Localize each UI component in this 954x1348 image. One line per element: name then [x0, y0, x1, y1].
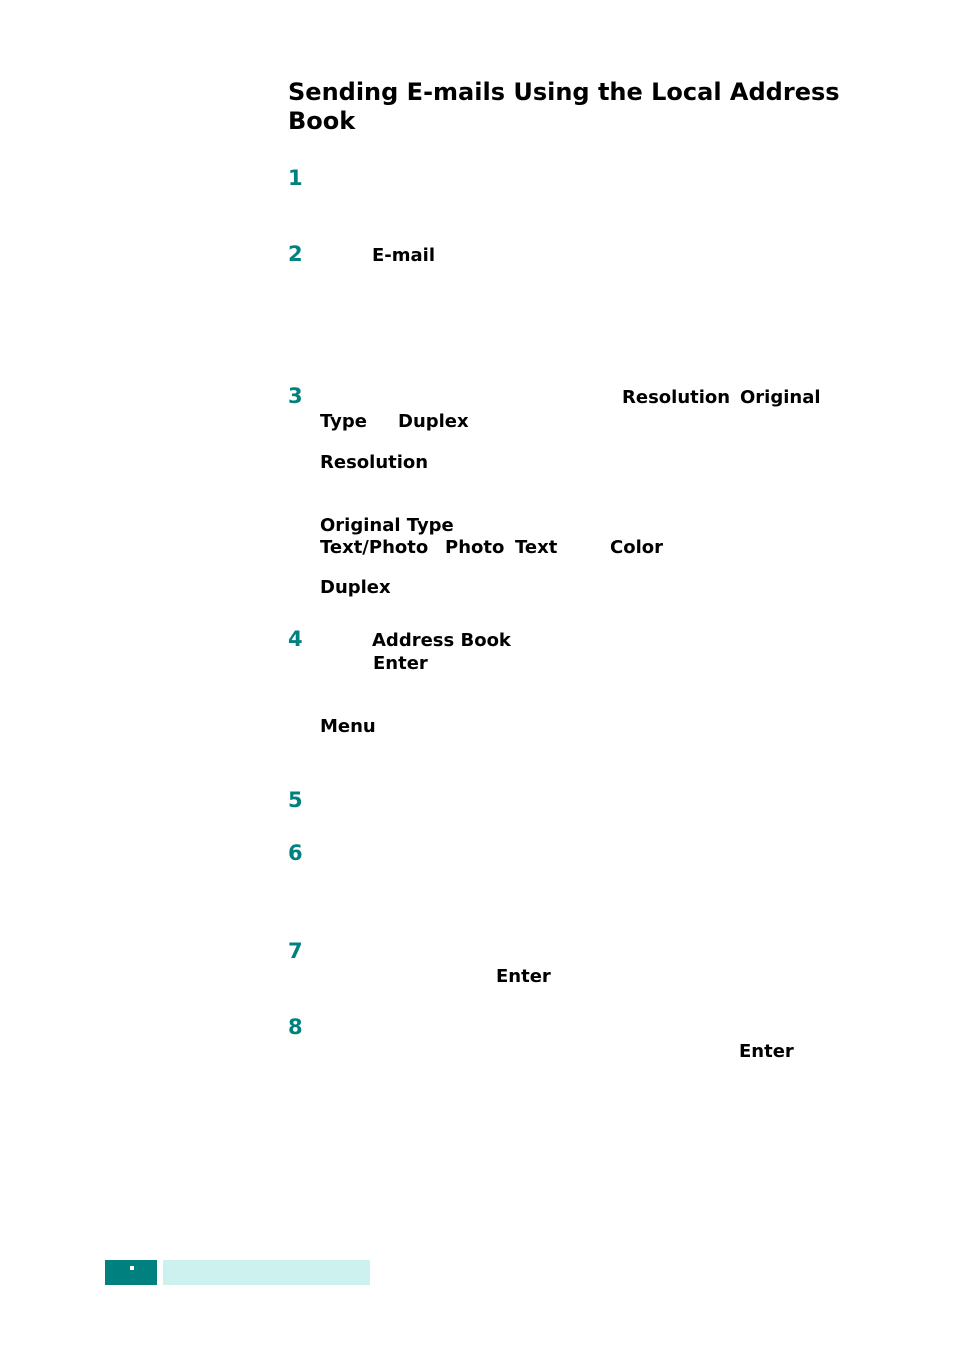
term-enter: Enter — [496, 966, 551, 987]
step-number: 4 — [288, 627, 303, 651]
footer-chapter-bar — [163, 1260, 370, 1285]
term-photo: Photo — [445, 537, 505, 558]
page-title: Sending E-mails Using the Local Address Book — [288, 78, 840, 135]
term-menu: Menu — [320, 716, 376, 737]
term-color: Color — [610, 537, 663, 558]
footer-page-tab — [105, 1260, 157, 1285]
term-email: E-mail — [372, 245, 436, 266]
step-number: 1 — [288, 166, 303, 190]
term-type: Type — [320, 411, 367, 432]
term-text: Text — [515, 537, 558, 558]
term-duplex: Duplex — [398, 411, 469, 432]
step-number: 7 — [288, 939, 303, 963]
term-address-book: Address Book — [372, 630, 511, 651]
term-original-type-heading: Original Type — [320, 515, 454, 536]
term-enter: Enter — [373, 653, 428, 674]
term-original: Original — [740, 387, 821, 408]
step-number: 5 — [288, 788, 303, 812]
term-resolution: Resolution — [622, 387, 731, 408]
term-text-photo: Text/Photo — [320, 537, 429, 558]
step-number: 3 — [288, 384, 303, 408]
term-enter: Enter — [739, 1041, 794, 1062]
footer-marker — [130, 1266, 134, 1270]
step-number: 2 — [288, 242, 303, 266]
step-number: 6 — [288, 841, 303, 865]
term-duplex-heading: Duplex — [320, 577, 391, 598]
term-resolution-heading: Resolution — [320, 452, 429, 473]
step-number: 8 — [288, 1015, 303, 1039]
